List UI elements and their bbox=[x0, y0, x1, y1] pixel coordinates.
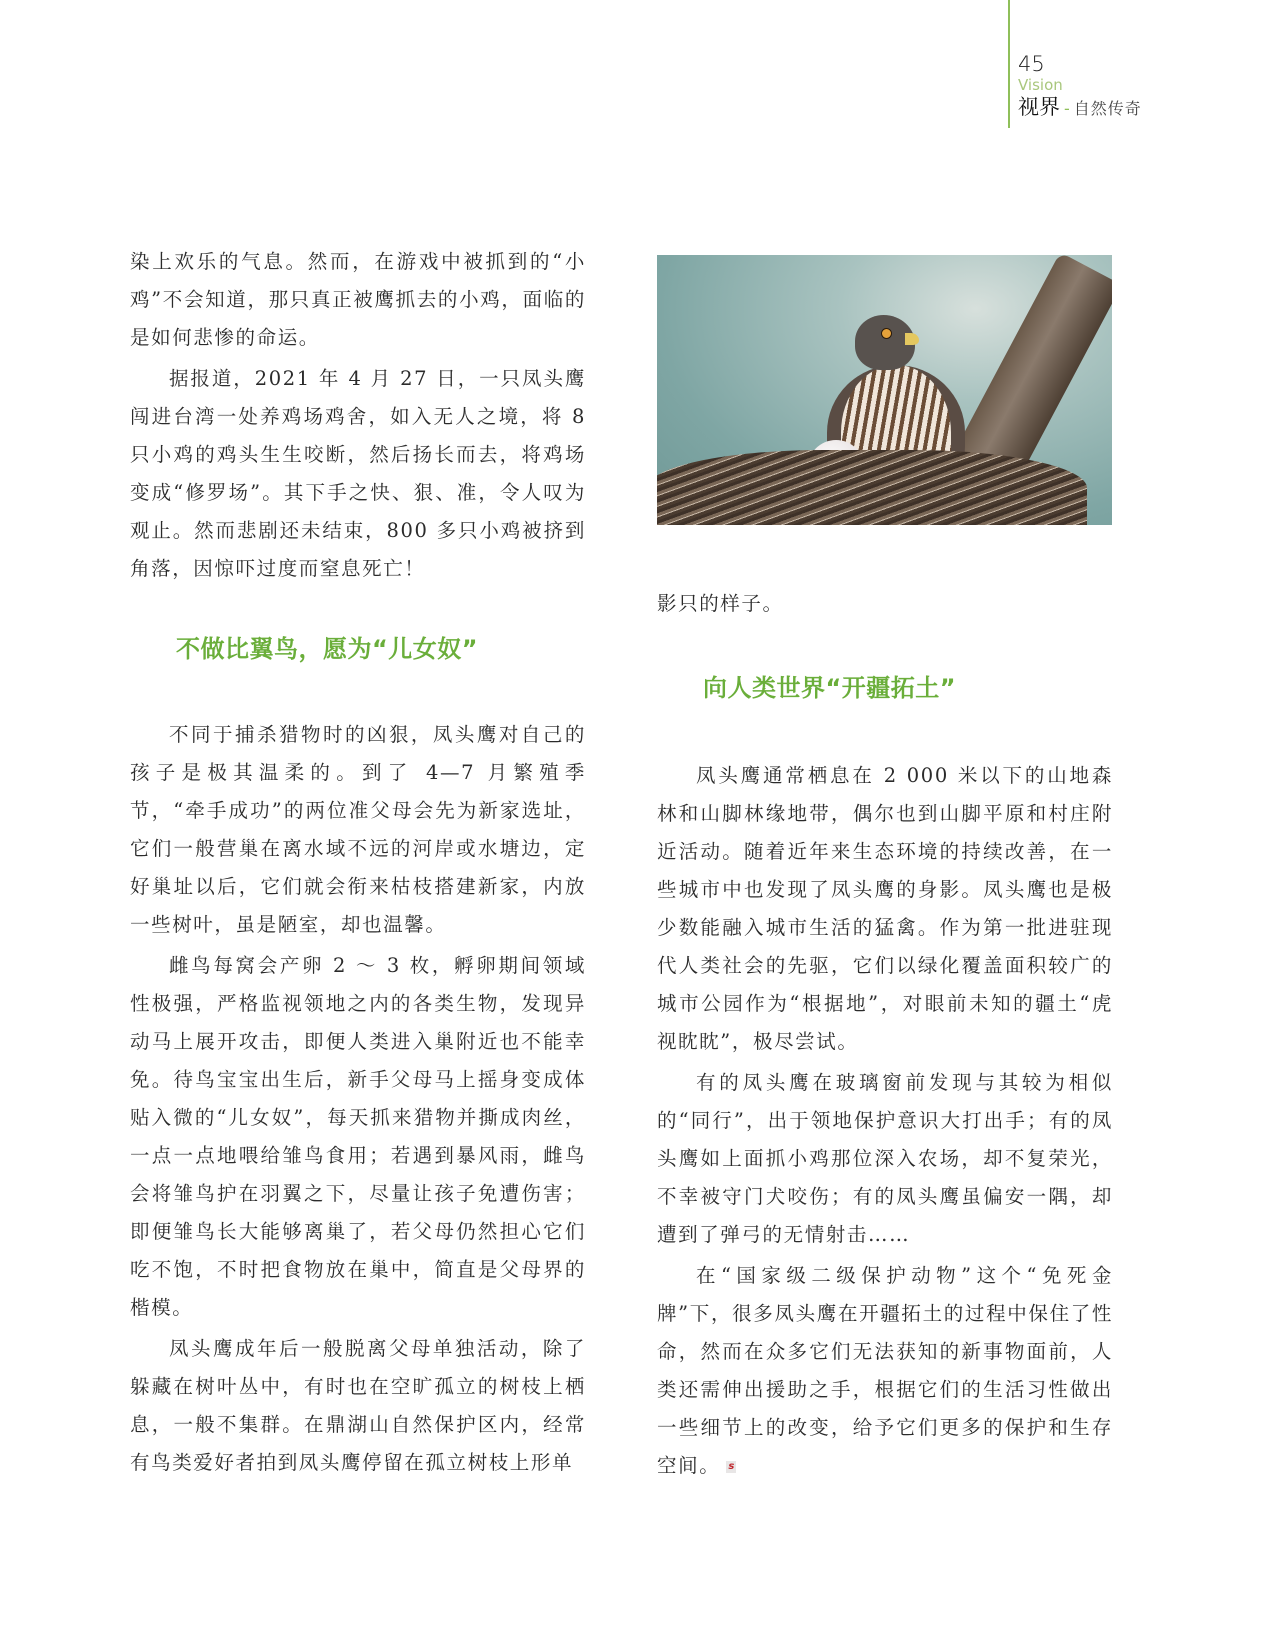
paragraph-text: 在“国家级二级保护动物”这个“免死金牌”下，很多凤头鹰在开疆拓土的过程中保住了性命，然而在众多它们无法获知的新事物面前，人类还需伸出援助之手，根据它们的生活习性做出一些细节上的改变，给予它们更多的保护和生存空间。 bbox=[657, 1264, 1113, 1477]
paragraph: 不同于捕杀猎物时的凶狠，凤头鹰对自己的孩子是极其温柔的。到了 4—7 月繁殖季节，“牵手成功”的两位准父母会先为新家选址，它们一般营巢在离水域不远的河岸或水塘边，定好巢址以后，它们就会衔来枯枝搭建新家，内放一些树叶，虽是陋室，却也温馨。 bbox=[130, 723, 586, 936]
page-header bbox=[1018, 52, 1142, 122]
magazine-name: Vision bbox=[1018, 76, 1063, 94]
end-of-article-icon: s bbox=[726, 1461, 736, 1473]
hawk-beak-shape bbox=[905, 333, 919, 345]
paragraph-continuation: 影只的样子。 bbox=[657, 592, 784, 615]
hawk-nest-photo bbox=[657, 255, 1112, 525]
paragraph: 雌鸟每窝会产卵 2 ～ 3 枚，孵卵期间领域性极强，严格监视领地之内的各类生物，发现异动马上展开攻击，即便人类进入巢附近也不能幸免。待鸟宝宝出生后，新手父母马上摇身变成体贴入微的“儿女奴”，每天抓来猎物并撕成肉丝，一点一点地喂给雏鸟食用；若遇到暴风雨，雌鸟会将雏鸟护在羽翼之下，尽量让孩子免遭伤害；即便雏鸟长大能够离巢了，若父母仍然担心它们吃不饱，不时把食物放在巢中，简直是父母界的楷模。 bbox=[130, 954, 586, 1319]
hawk-eye-shape bbox=[881, 328, 892, 339]
right-column bbox=[657, 585, 1113, 1485]
paragraph-final bbox=[657, 1257, 1113, 1485]
header-divider-line bbox=[1008, 0, 1010, 128]
section-separator: - bbox=[1064, 99, 1070, 118]
left-column bbox=[130, 243, 586, 1482]
paragraph: 染上欢乐的气息。然而，在游戏中被抓到的“小鸡”不会知道，那只真正被鹰抓去的小鸡，面临的是如何悲惨的命运。 bbox=[130, 250, 586, 349]
paragraph: 有的凤头鹰在玻璃窗前发现与其较为相似的“同行”，出于领地保护意识大打出手；有的凤头鹰如上面抓小鸡那位深入农场，却不复荣光，不幸被守门犬咬伤；有的凤头鹰虽偏安一隅，却遭到了弹弓的无情射击…… bbox=[657, 1071, 1113, 1246]
column-name: 自然传奇 bbox=[1073, 99, 1142, 118]
section-title bbox=[1018, 94, 1142, 122]
section-heading: 不做比翼鸟，愿为“儿女奴” bbox=[176, 635, 479, 663]
section-name: 视界 bbox=[1018, 95, 1060, 119]
section-heading: 向人类世界“开疆拓土” bbox=[703, 674, 957, 702]
paragraph: 凤头鹰通常栖息在 2 000 米以下的山地森林和山脚林缘地带，偶尔也到山脚平原和村庄附近活动。随着近年来生态环境的持续改善，在一些城市中也发现了凤头鹰的身影。凤头鹰也是极少数能融入城市生活的猛禽。作为第一批进驻现代人类社会的先驱，它们以绿化覆盖面积较广的城市公园作为“根据地”，对眼前未知的疆土“虎视眈眈”，极尽尝试。 bbox=[657, 764, 1113, 1053]
paragraph: 凤头鹰成年后一般脱离父母单独活动，除了躲藏在树叶丛中，有时也在空旷孤立的树枝上栖息，一般不集群。在鼎湖山自然保护区内，经常有鸟类爱好者拍到凤头鹰停留在孤立树枝上形单 bbox=[130, 1337, 586, 1474]
paragraph: 据报道，2021 年 4 月 27 日，一只凤头鹰闯进台湾一处养鸡场鸡舍，如入无人之境，将 8 只小鸡的鸡头生生咬断，然后扬长而去，将鸡场变成“修罗场”。其下手之快、狠、准，令人叹为观止。然而悲剧还未结束，800 多只小鸡被挤到角落，因惊吓过度而窒息死亡！ bbox=[130, 367, 586, 580]
nest-shape bbox=[657, 450, 1087, 525]
page-number: 45 bbox=[1018, 52, 1045, 76]
